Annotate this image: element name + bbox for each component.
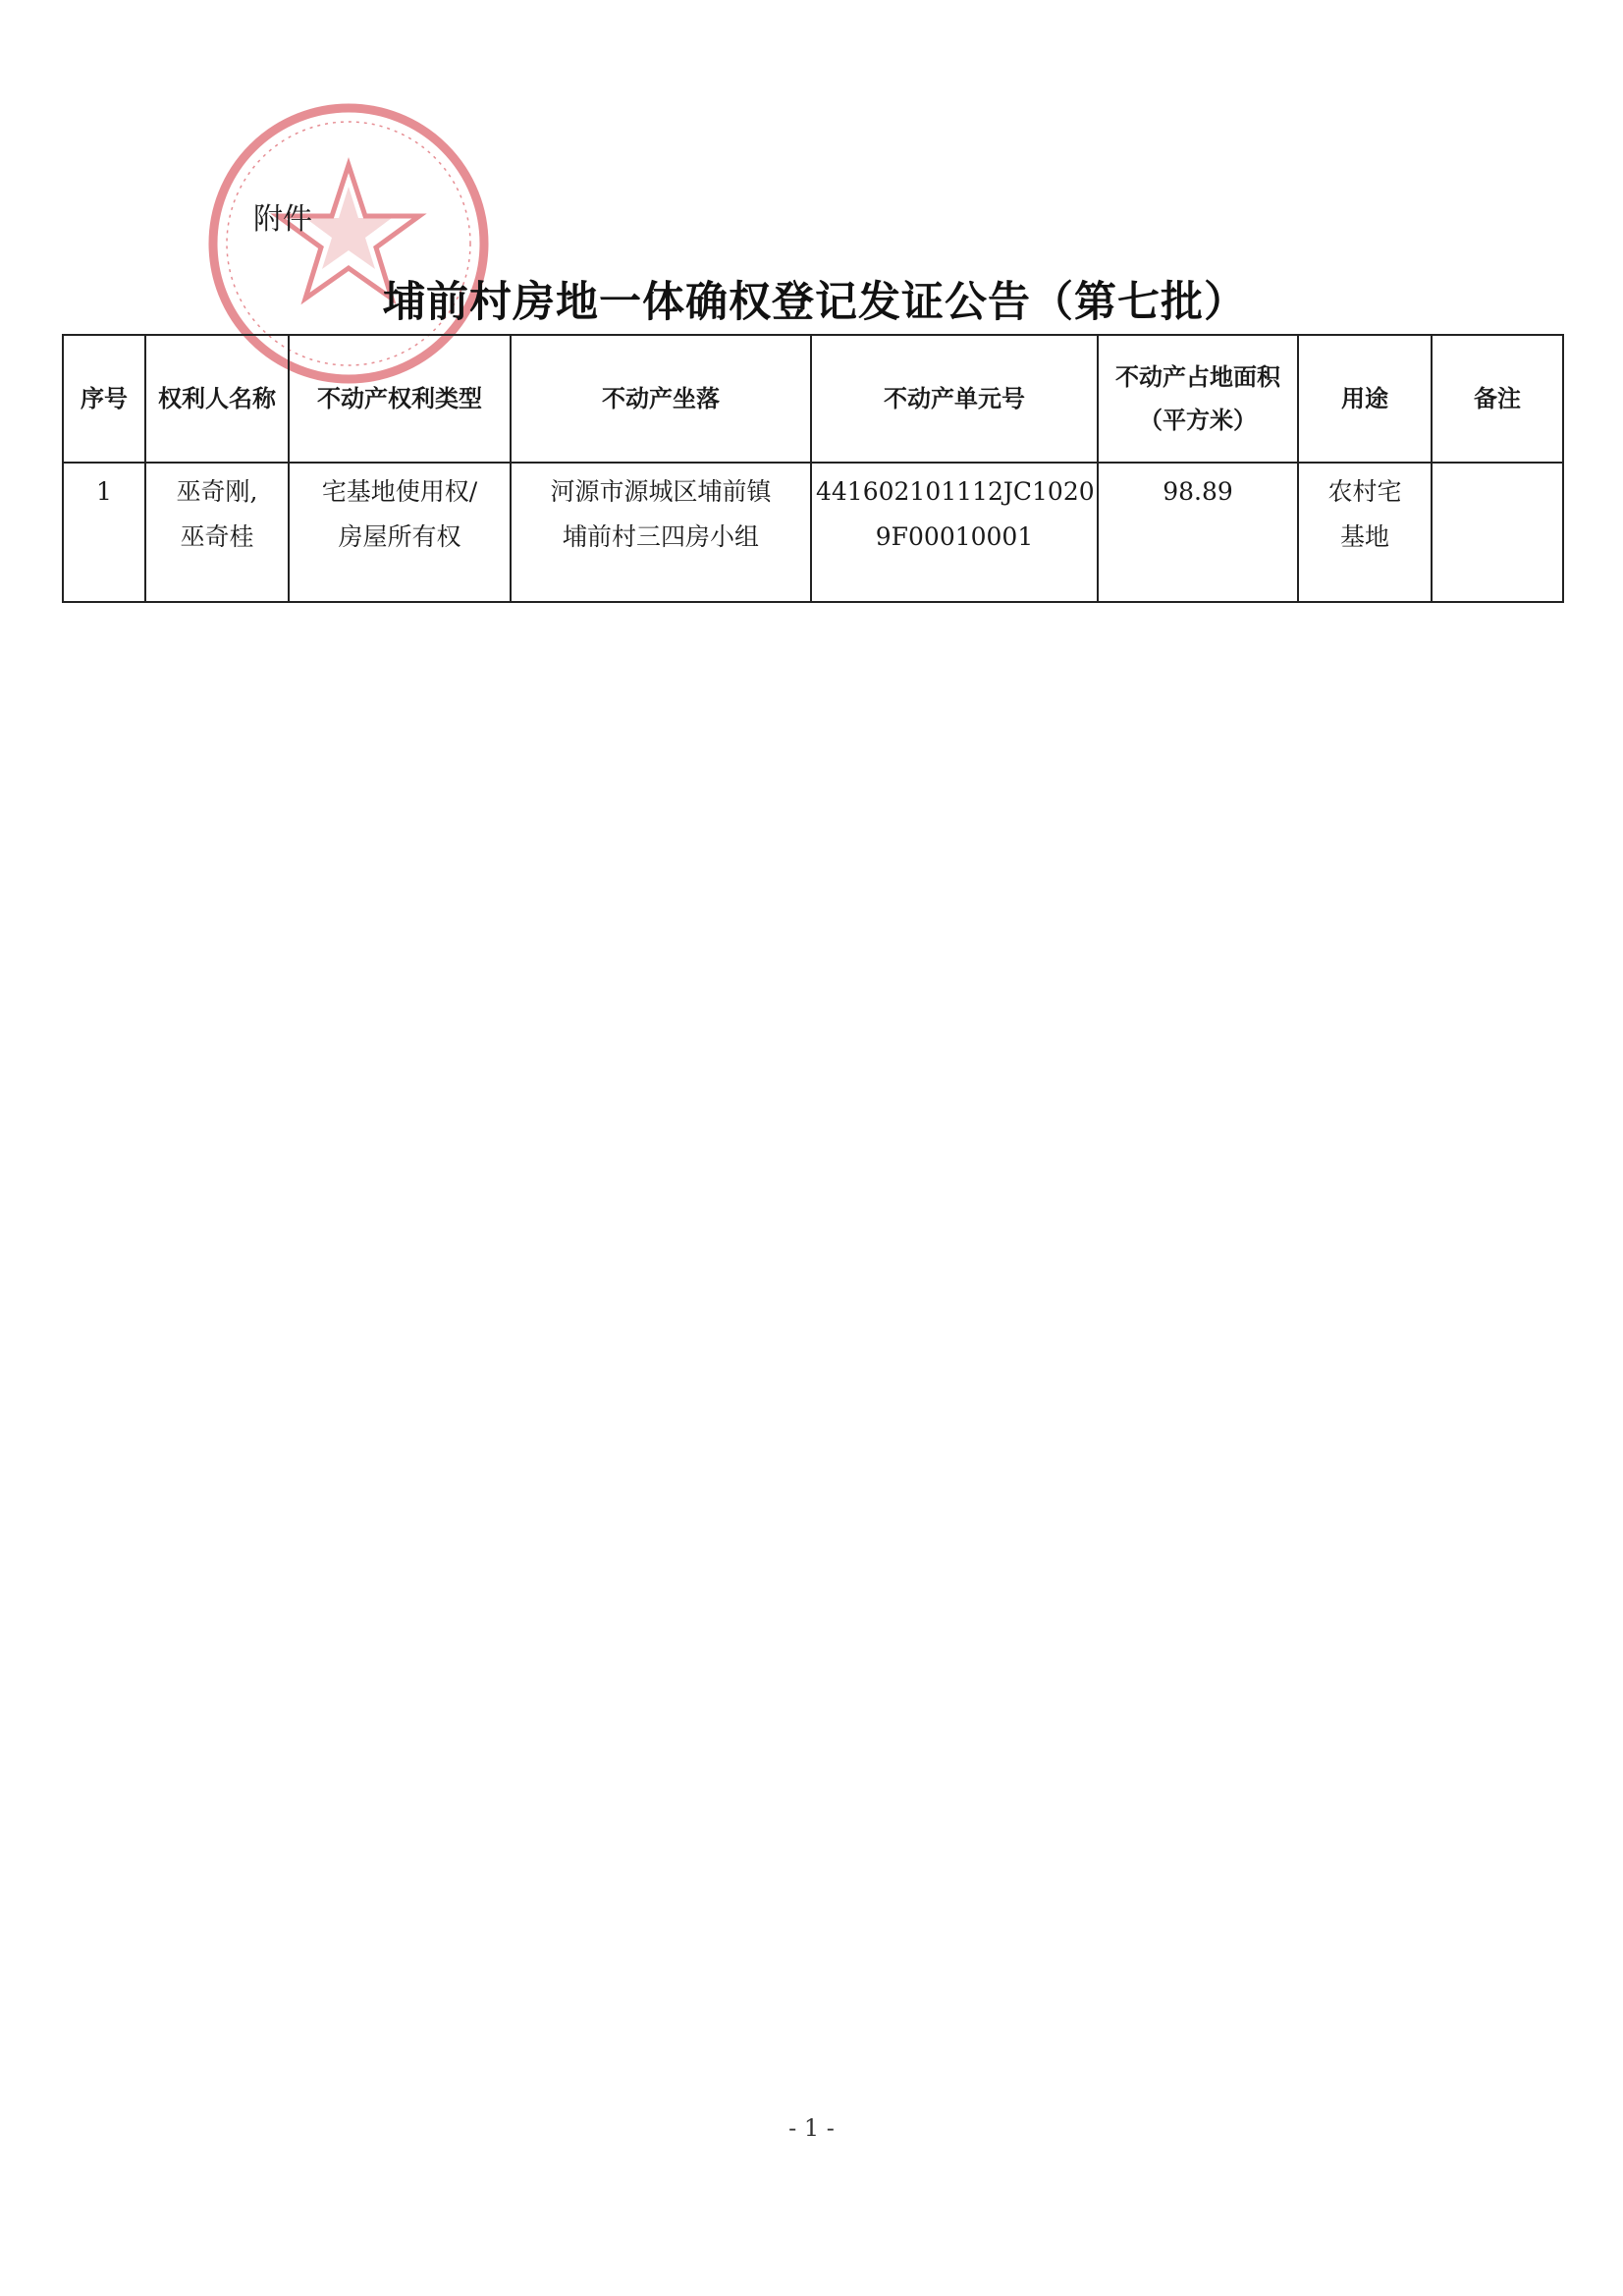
header-index: 序号 (63, 335, 145, 463)
cell-owner: 巫奇刚, 巫奇桂 (145, 463, 289, 602)
cell-right-type: 宅基地使用权/ 房屋所有权 (289, 463, 511, 602)
header-remark: 备注 (1432, 335, 1563, 463)
cell-area: 98.89 (1098, 463, 1298, 602)
attachment-label: 附件 (253, 202, 312, 237)
cell-remark (1432, 463, 1563, 602)
cell-usage: 农村宅 基地 (1298, 463, 1432, 602)
header-location: 不动产坐落 (511, 335, 811, 463)
cell-location: 河源市源城区埔前镇 埔前村三四房小组 (511, 463, 811, 602)
registration-table (62, 334, 1564, 603)
cell-unit-number: 441602101112JC1020 9F00010001 (811, 463, 1098, 602)
header-usage: 用途 (1298, 335, 1432, 463)
header-owner: 权利人名称 (145, 335, 289, 463)
header-unit-number: 不动产单元号 (811, 335, 1098, 463)
page-number: - 1 - (788, 2114, 835, 2142)
document-title: 埔前村房地一体确权登记发证公告（第七批） (383, 278, 1247, 327)
header-right-type: 不动产权利类型 (289, 335, 511, 463)
header-area: 不动产占地面积 （平方米） (1098, 335, 1298, 463)
cell-index: 1 (63, 463, 145, 602)
table-header-row (63, 335, 1563, 463)
table-row (63, 463, 1563, 602)
